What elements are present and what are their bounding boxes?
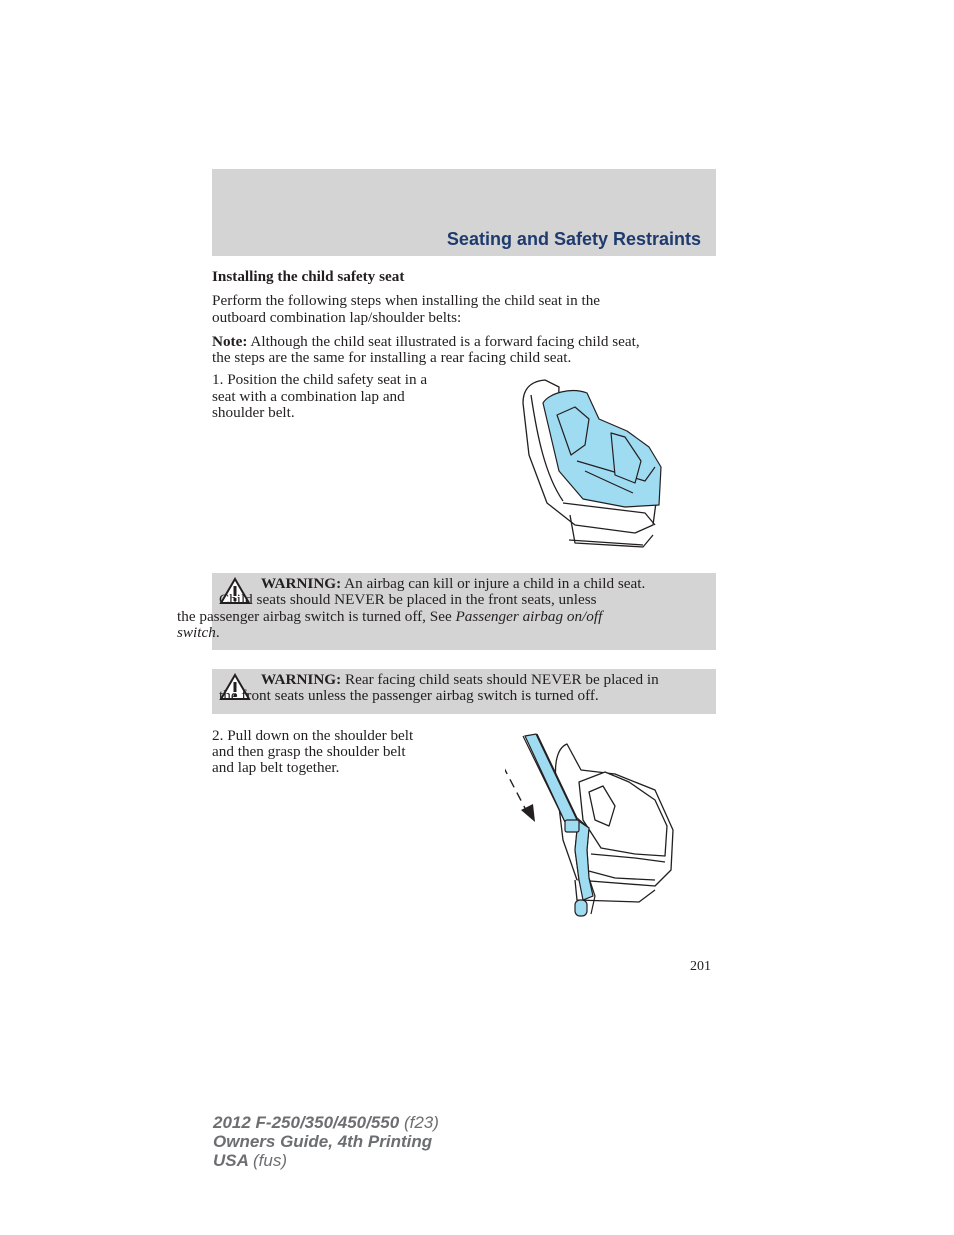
airbag-switch-reference-cont: switch bbox=[177, 624, 216, 642]
subsection-heading: Installing the child safety seat bbox=[212, 268, 405, 285]
warning-1-label: WARNING: bbox=[261, 575, 342, 592]
warning-1-sentence: An airbag can kill or injure a child in a child seat. bbox=[344, 575, 646, 592]
footer-line-1 bbox=[213, 1113, 439, 1132]
section-header-band bbox=[212, 169, 716, 256]
intro-line-2: outboard combination lap/shoulder belts: bbox=[212, 309, 462, 326]
warning-1-line-3-text: the passenger airbag switch is turned off, See bbox=[177, 607, 452, 625]
warning-box-1 bbox=[177, 573, 716, 650]
note-label: Note: bbox=[212, 333, 248, 350]
warning-box-2 bbox=[212, 669, 716, 714]
footer-line-2: Owners Guide, 4th Printing bbox=[213, 1132, 433, 1151]
warning-2-text bbox=[219, 672, 711, 705]
document-footer bbox=[213, 1113, 439, 1170]
step2-line-3: and lap belt together. bbox=[212, 759, 340, 776]
page-number: 201 bbox=[690, 959, 711, 974]
step2-line-2: and then grasp the shoulder belt bbox=[212, 743, 406, 760]
warning-2-line-2: the front seats unless the passenger airbag switch is turned off. bbox=[219, 687, 599, 705]
step2-line-1: 2. Pull down on the shoulder belt bbox=[212, 727, 414, 744]
footer-region: USA bbox=[213, 1151, 249, 1170]
warning-1-text bbox=[177, 575, 711, 642]
footer-region-code: (fus) bbox=[253, 1151, 287, 1170]
step1-line-3: shoulder belt. bbox=[212, 404, 295, 421]
shoulder-belt-illustration bbox=[505, 730, 680, 925]
warning-1-line-3 bbox=[177, 609, 602, 625]
intro-line-1: Perform the following steps when installing the child seat in the bbox=[212, 292, 601, 309]
note-text: Although the child seat illustrated is a forward facing child seat, bbox=[250, 333, 640, 350]
step1-line-1: 1. Position the child safety seat in a bbox=[212, 371, 428, 388]
step1-line-2: seat with a combination lap and bbox=[212, 388, 405, 405]
pull-direction-arrow-icon bbox=[521, 804, 535, 822]
child-seat-illustration bbox=[515, 375, 670, 555]
warning-1-line-2: Child seats should NEVER be placed in the front seats, unless bbox=[219, 591, 597, 609]
warning-1-period: . bbox=[215, 624, 220, 642]
warning-2-label: WARNING: bbox=[261, 671, 342, 688]
footer-model: 2012 F-250/350/450/550 bbox=[213, 1113, 400, 1132]
airbag-switch-reference: Passenger airbag on/off bbox=[455, 607, 603, 625]
warning-2-sentence: Rear facing child seats should NEVER be placed in bbox=[344, 671, 659, 688]
footer-model-code: (f23) bbox=[403, 1113, 439, 1132]
note-line-2: the steps are the same for installing a rear facing child seat. bbox=[212, 349, 572, 366]
warning-1-line-4 bbox=[177, 625, 220, 641]
footer-line-3 bbox=[213, 1151, 439, 1170]
section-title: Seating and Safety Restraints bbox=[446, 229, 701, 249]
